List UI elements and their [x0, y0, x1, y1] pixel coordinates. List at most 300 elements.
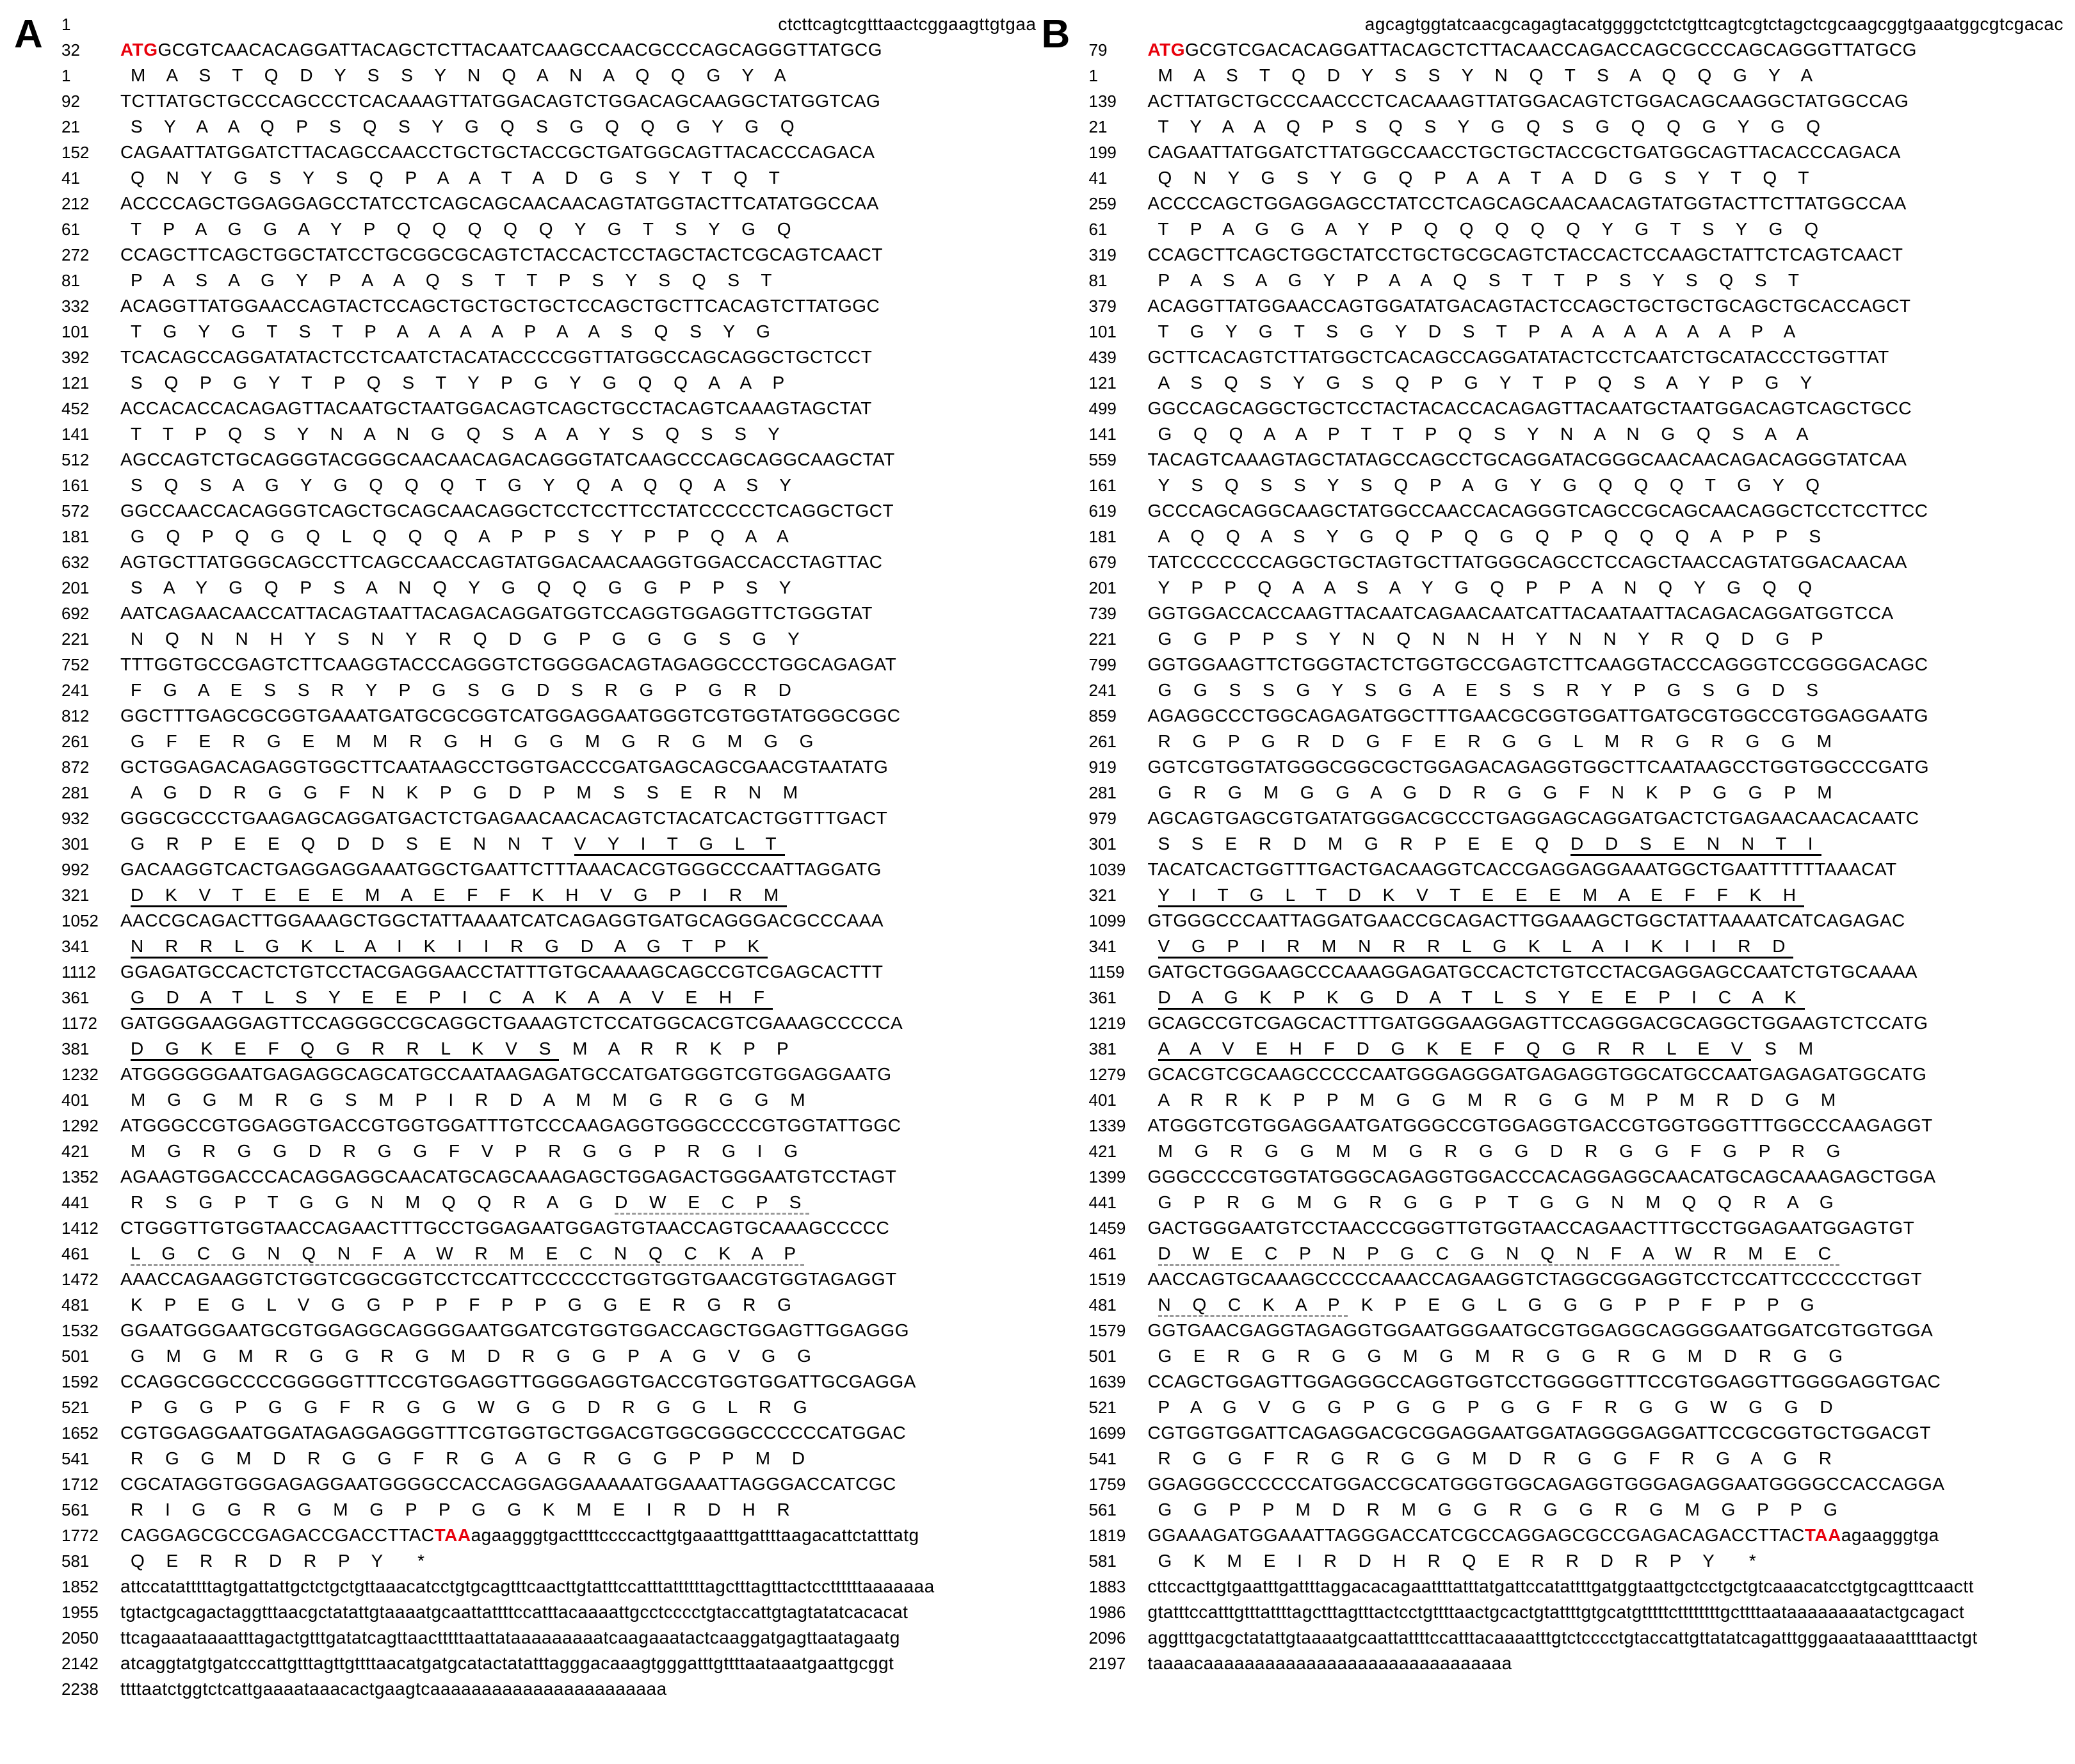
- peptide-sequence: G R P E E Q D D S E N N T: [131, 834, 574, 854]
- sequence-block: [1148, 1625, 2064, 1651]
- amino-acid-line: [1148, 1548, 2064, 1574]
- sequence-block: [120, 447, 1037, 498]
- nucleotide-position: 259: [1088, 194, 1117, 213]
- position-numbers: [61, 1625, 120, 1651]
- position-numbers: [61, 652, 120, 703]
- nucleotide-position: 1052: [61, 911, 99, 930]
- sequence-row: [61, 652, 1037, 703]
- sequence-block: [1148, 88, 2064, 140]
- nucleotide-position: 1459: [1088, 1218, 1126, 1238]
- amino-acid-line: [1148, 216, 2064, 242]
- position-numbers: [61, 703, 120, 754]
- amino-acid-line: [120, 63, 1037, 88]
- nucleotide-position: 1712: [61, 1475, 99, 1494]
- sequence-row: [61, 498, 1037, 549]
- amino-acid-position: 1: [61, 66, 71, 85]
- amino-acid-position: 141: [61, 425, 90, 444]
- sequence-row: [61, 1266, 1037, 1318]
- sequence-block: [120, 396, 1037, 447]
- position-numbers: [1089, 1420, 1148, 1471]
- nucleotide-line: [120, 805, 1037, 831]
- nucleotide-position: 1399: [1088, 1167, 1126, 1186]
- peptide-sequence: T P A G G A Y P Q Q Q Q Q Y G T S Y G Q: [131, 219, 800, 239]
- sequence-block: [1148, 703, 2064, 754]
- untranslated-sequence: agaagggtgacttttccccacttgtgaaatttgattttaagacattctatttatg: [471, 1525, 919, 1545]
- untranslated-sequence: ttcagaaataaaatttagactgtttgatatcagttaactttttaattataaaaaaaaatcaagaaatactcaaggatgagttaatagaatg: [120, 1628, 900, 1647]
- sequence-row: [61, 396, 1037, 447]
- position-numbers: [61, 857, 120, 908]
- amino-acid-position: 81: [1088, 271, 1108, 290]
- coding-sequence: GGAGGGCCCCCCATGGACCGCATGGGTGGCAGAGGTGGGAGAGGAATGGGGCCACCAGGA: [1147, 1474, 1945, 1494]
- nucleotide-line: [1148, 1062, 2064, 1087]
- sequence-row: [61, 1523, 1037, 1574]
- position-numbers: [61, 1523, 120, 1574]
- nucleotide-line: [120, 1318, 1037, 1343]
- position-numbers: [1089, 1215, 1148, 1266]
- sequence-row: [1089, 1420, 2064, 1471]
- coding-sequence: GGCCAACCACAGGGTCAGCTGCAGCAACAGGCTCCTCCTTCCTATCCCCCTCAGGCTGCT: [120, 501, 894, 521]
- sequence-block: [120, 242, 1037, 293]
- coding-sequence: GGCTTTGAGCGCGGTGAAATGATGCGCGGTCATGGAGGAATGGGTCGTGGTATGGGCGGC: [120, 706, 901, 725]
- sequence-block: [1148, 293, 2064, 344]
- sequence-row: [61, 1215, 1037, 1266]
- amino-acid-line: [1148, 1087, 2064, 1113]
- nucleotide-line: [120, 498, 1037, 524]
- sequence-row: [1089, 754, 2064, 805]
- sequence-block: [1148, 1062, 2064, 1113]
- nucleotide-line: [1148, 1471, 2064, 1497]
- coding-sequence: TACAGTCAAAGTAGCTATAGCCAGCCTGCAGGATACGGGCAACAACAGACAGGGTATCAA: [1147, 449, 1907, 469]
- peptide-sequence: S Q P G Y T P Q S T Y P G Y G Q Q A A P: [131, 373, 793, 392]
- nucleotide-line: [120, 1113, 1037, 1138]
- position-numbers: [61, 1113, 120, 1164]
- nucleotide-position: 739: [1088, 604, 1117, 623]
- position-numbers: [1089, 140, 1148, 191]
- amino-acid-position: 321: [1088, 886, 1117, 905]
- coding-sequence: AGTGCTTATGGGCAGCCTTCAGCCAACCAGTATGGACAACAAGGTGGACCACCTAGTTAC: [120, 552, 883, 572]
- sequence-block: [120, 293, 1037, 344]
- sequence-block: [120, 498, 1037, 549]
- panel-b-label: B: [1041, 12, 1070, 56]
- sequence-row: [1089, 1625, 2064, 1651]
- amino-acid-position: 481: [1088, 1295, 1117, 1315]
- nucleotide-position: 1579: [1088, 1321, 1126, 1340]
- nucleotide-position: 1159: [1088, 962, 1125, 982]
- underlined-peptide: Y I T G L T D K V T E E E M A E F F K H: [1158, 885, 1805, 907]
- amino-acid-position: 21: [61, 117, 80, 136]
- sequence-row: [61, 857, 1037, 908]
- sequence-block: [1148, 857, 2064, 908]
- coding-sequence: AGAAGTGGACCCACAGGAGGCAACATGCAGCAAAGAGCTGGAGACTGGGAATGTCCTAGT: [120, 1167, 897, 1186]
- nucleotide-line: [1148, 857, 2064, 882]
- nucleotide-position: 1532: [61, 1321, 99, 1340]
- sequence-block: [1148, 1215, 2064, 1266]
- position-numbers: [61, 191, 120, 242]
- amino-acid-position: 61: [1088, 220, 1108, 239]
- peptide-sequence: A G D R G G F N K P G D P M S S E R N M: [131, 782, 807, 802]
- amino-acid-line: [120, 114, 1037, 140]
- coding-sequence: GACAAGGTCACTGAGGAGGAAATGGCTGAATTCTTTAAACACGTGGGCCCAATTAGGATG: [120, 859, 882, 879]
- sequence-row: [61, 1574, 1037, 1599]
- position-numbers: [1089, 1651, 1148, 1676]
- peptide-sequence: G K M E I R D H R Q E R R D R P Y *: [1158, 1551, 1764, 1571]
- amino-acid-line: [120, 780, 1037, 805]
- nucleotide-line: [1148, 703, 2064, 729]
- untranslated-sequence: gtatttccatttgtttattttagctttagtttactcctgttttaactgcactgtattttgtgcatgtttttcttttttttgcttttaataaaaaaaatactgcagact: [1147, 1602, 1965, 1622]
- amino-acid-position: 241: [1088, 681, 1117, 700]
- coding-sequence: GACTGGGAATGTCCTAACCCGGGTTGTGGTAACCAGAACTTTGCCTGGAGAATGGAGTGT: [1147, 1218, 1915, 1238]
- sequence-row: [61, 1113, 1037, 1164]
- amino-acid-line: [1148, 1292, 2064, 1318]
- nucleotide-position: 2197: [1088, 1654, 1126, 1673]
- nucleotide-position: 212: [61, 194, 90, 213]
- nucleotide-position: 1279: [1088, 1065, 1126, 1084]
- sequence-row: [61, 703, 1037, 754]
- nucleotide-line: [1148, 1574, 2064, 1599]
- untranslated-sequence: ctcttcagtcgtttaactcggaagttgtgaa: [778, 14, 1037, 34]
- position-numbers: [1089, 12, 1148, 37]
- sequence-block: [1148, 37, 2064, 88]
- position-numbers: [1089, 1574, 1148, 1599]
- amino-acid-position: 541: [1088, 1449, 1117, 1468]
- peptide-sequence: T Y A A Q P S Q S Y G Q S G Q Q G Y G Q: [1158, 117, 1829, 136]
- sequence-block: [1148, 652, 2064, 703]
- amino-acid-position: 441: [1088, 1193, 1117, 1212]
- position-numbers: [61, 498, 120, 549]
- nucleotide-line: [120, 140, 1037, 165]
- coding-sequence: GTGGGCCCAATTAGGATGAACCGCAGACTTGGAAAGCTGGCTATTAAAATCATCAGAGAC: [1147, 910, 1905, 930]
- nucleotide-line: [1148, 601, 2064, 626]
- sequence-block: [1148, 1523, 2064, 1574]
- sequence-row: [61, 447, 1037, 498]
- nucleotide-line: [120, 1676, 1037, 1702]
- stop-codon: TAA: [1804, 1525, 1841, 1545]
- sequence-row: [1089, 805, 2064, 857]
- amino-acid-position: 301: [1088, 834, 1117, 854]
- amino-acid-position: 521: [61, 1398, 90, 1417]
- coding-sequence: AACCAGTGCAAAGCCCCCAAACCAGAAGGTCTAGGCGGAGGTCCTCCATTCCCCCCTGGT: [1147, 1269, 1923, 1289]
- position-numbers: [61, 549, 120, 601]
- sequence-block: [1148, 447, 2064, 498]
- sequence-block: [120, 37, 1037, 88]
- nucleotide-line: [1148, 1215, 2064, 1241]
- coding-sequence: CCAGCTGGAGTTGGAGGGCCAGGTGGTCCTGGGGGTTTCCGTGGAGGTTGGGGAGGTGAC: [1147, 1372, 1941, 1391]
- amino-acid-position: 561: [61, 1500, 90, 1519]
- sequence-row: [61, 908, 1037, 959]
- nucleotide-position: 799: [1088, 655, 1117, 674]
- sequence-block: [1148, 805, 2064, 857]
- peptide-sequence: M G G M R G S M P I R D A M M G R G G M: [131, 1090, 814, 1110]
- position-numbers: [61, 88, 120, 140]
- peptide-sequence: F G A E S S R Y P G S G D S R G P G R D: [131, 680, 800, 700]
- position-numbers: [1089, 1164, 1148, 1215]
- nucleotide-position: 1519: [1088, 1270, 1126, 1289]
- amino-acid-line: [1148, 63, 2064, 88]
- nucleotide-position: 1699: [1088, 1423, 1126, 1443]
- nucleotide-line: [120, 1266, 1037, 1292]
- nucleotide-line: [1148, 12, 2064, 37]
- peptide-sequence: R G G F R G R G G M D R G G F R G A G R: [1158, 1448, 1840, 1468]
- amino-acid-position: 21: [1088, 117, 1108, 136]
- sequence-row: [61, 1625, 1037, 1651]
- peptide-sequence: T G Y G T S G Y D S T P A A A A A A P A: [1158, 321, 1804, 341]
- nucleotide-line: [1148, 242, 2064, 268]
- nucleotide-position: 79: [1088, 40, 1108, 60]
- amino-acid-line: [1148, 882, 2064, 908]
- sequence-row: [61, 37, 1037, 88]
- nucleotide-line: [120, 652, 1037, 677]
- nucleotide-position: 1883: [1088, 1577, 1126, 1596]
- sequence-block: [1148, 601, 2064, 652]
- untranslated-sequence: tgtactgcagactaggtttaacgctatattgtaaaatgcaattattttccatttacaaaattgcctcccctgtaccattgtagtatatcacacat: [120, 1602, 908, 1622]
- peptide-sequence: M A S T Q D Y S S Y N Q T S A Q Q G Y A: [1158, 65, 1821, 85]
- nucleotide-position: 379: [1088, 296, 1117, 316]
- nucleotide-line: [120, 1010, 1037, 1036]
- amino-acid-position: 161: [61, 476, 90, 495]
- nucleotide-position: 332: [61, 296, 90, 316]
- coding-sequence: GGTGGAAGTTCTGGGTACTCTGGTGCCGAGTCTTCAAGGTACCCAGGGTCCGGGGACAGC: [1147, 654, 1928, 674]
- amino-acid-position: 141: [1088, 425, 1117, 444]
- amino-acid-line: [1148, 319, 2064, 344]
- peptide-sequence: M G R G G D R G G F V P R G G P R G I G: [131, 1141, 807, 1161]
- nucleotide-line: [120, 549, 1037, 575]
- sequence-block: [1148, 754, 2064, 805]
- coding-sequence: GGGCGCCCTGAAGAGCAGGATGACTCTGAGAACAACACAGTCTACATCACTGGTTTGACT: [120, 808, 888, 828]
- coding-sequence: GGAGATGCCACTCTGTCCTACGAGGAACCTATTTGTGCAAAAGCAGCCGTCGAGCACTTT: [120, 962, 884, 982]
- amino-acid-line: [120, 1548, 1037, 1574]
- untranslated-sequence: atcaggtatgtgatcccattgtttagttgttttaacatgatgcatactatatttagggacaaagtgggatttgttttaataaatgaattgcggt: [120, 1653, 894, 1673]
- nucleotide-position: 992: [61, 860, 90, 879]
- position-numbers: [1089, 1625, 1148, 1651]
- nucleotide-line: [1148, 1369, 2064, 1395]
- sequence-row: [1089, 1113, 2064, 1164]
- nucleotide-line: [1148, 1164, 2064, 1190]
- position-numbers: [61, 1266, 120, 1318]
- sequence-block: [1148, 191, 2064, 242]
- sequence-block: [120, 1625, 1037, 1651]
- position-numbers: [1089, 37, 1148, 88]
- nucleotide-line: [1148, 549, 2064, 575]
- nucleotide-line: [120, 88, 1037, 114]
- nucleotide-line: [1148, 447, 2064, 473]
- peptide-sequence: G M G M R G G R G M D R G G P A G V G G: [131, 1346, 820, 1366]
- amino-acid-position: 121: [61, 373, 90, 392]
- position-numbers: [61, 1471, 120, 1523]
- nucleotide-line: [1148, 1625, 2064, 1651]
- peptide-sequence: S Q S A G Y G Q Q Q T G Y Q A Q Q A S Y: [131, 475, 800, 495]
- amino-acid-line: [1148, 1241, 2064, 1266]
- amino-acid-line: [1148, 780, 2064, 805]
- sequence-row: [61, 242, 1037, 293]
- sequence-block: [120, 601, 1037, 652]
- amino-acid-line: [120, 1446, 1037, 1471]
- position-numbers: [1089, 447, 1148, 498]
- coding-sequence: GGGCCCCGTGGTATGGGCAGAGGTGGACCCACAGGAGGCAACATGCAGCAAAGAGCTGGA: [1147, 1167, 1936, 1186]
- nucleotide-position: 572: [61, 501, 90, 521]
- amino-acid-line: [1148, 1138, 2064, 1164]
- sequence-row: [61, 959, 1037, 1010]
- sequence-block: [120, 1523, 1037, 1574]
- position-numbers: [61, 1420, 120, 1471]
- amino-acid-position: 381: [1088, 1039, 1117, 1058]
- untranslated-sequence: attccatatttttagtgattattgctctgctgttaaacatcctgtgcagtttcaacttgtatttccatttattttttagctttagtttactccttttttaaaaaaa: [120, 1576, 935, 1596]
- sequence-block: [1148, 1420, 2064, 1471]
- coding-sequence: GGAAAGATGGAAATTAGGGACCATCGCCAGGAGCGCCGAGACAGACCTTAC: [1147, 1525, 1805, 1545]
- sequence-block: [120, 12, 1037, 37]
- amino-acid-line: [120, 370, 1037, 396]
- amino-acid-position: 281: [1088, 783, 1117, 802]
- amino-acid-position: 201: [1088, 578, 1117, 597]
- peptide-sequence: M A R R K P P: [559, 1039, 797, 1058]
- peptide-sequence: S S E R D M G R P E E Q: [1158, 834, 1570, 854]
- sequence-row: [61, 191, 1037, 242]
- coding-sequence: CCAGCTTCAGCTGGCTATCCTGCTGCGCAGTCTACCACTCCAAGCTATTCTCAGTCAACT: [1147, 245, 1903, 264]
- amino-acid-line: [120, 831, 1037, 857]
- position-numbers: [1089, 703, 1148, 754]
- coding-sequence: CTGGGTTGTGGTAACCAGAACTTTGCCTGGAGAATGGAGTGTAACCAGTGCAAAGCCCCC: [120, 1218, 890, 1238]
- nucleotide-position: 559: [1088, 450, 1117, 469]
- nucleotide-line: [120, 1420, 1037, 1446]
- amino-acid-position: 181: [1088, 527, 1117, 546]
- sequence-row: [1089, 447, 2064, 498]
- coding-sequence: TATCCCCCCCAGGCTGCTAGTGCTTATGGGCAGCCTCCAGCTAACCAGTATGGACAACAA: [1147, 552, 1907, 572]
- sequence-block: [1148, 1318, 2064, 1369]
- coding-sequence: TCTTATGCTGCCCAGCCCTCACAAAGTTATGGACAGTCTGGACAGCAAGGCTATGGTCAG: [120, 91, 881, 111]
- underlined-peptide: G D A T L S Y E E P I C A K A A V E H F: [131, 987, 773, 1010]
- sequence-row: [61, 1062, 1037, 1113]
- position-numbers: [1089, 857, 1148, 908]
- sequence-row: [1089, 12, 2064, 37]
- sequence-block: [1148, 1010, 2064, 1062]
- position-numbers: [61, 37, 120, 88]
- amino-acid-position: 301: [61, 834, 90, 854]
- sequence-row: [61, 1599, 1037, 1625]
- peptide-sequence: G Q P Q G Q L Q Q Q A P P S Y P P Q A A: [131, 526, 797, 546]
- nucleotide-position: 1099: [1088, 911, 1126, 930]
- nucleotide-position: 392: [61, 348, 90, 367]
- peptide-sequence: T T P Q S Y N A N G Q S A A Y S Q S S Y: [131, 424, 788, 444]
- sequence-block: [1148, 1599, 2064, 1625]
- amino-acid-line: [1148, 114, 2064, 140]
- nucleotide-line: [1148, 140, 2064, 165]
- peptide-sequence: Y S Q S S Y S Q P A G Y G Q Q Q T G Y Q: [1158, 475, 1829, 495]
- sequence-block: [120, 1651, 1037, 1676]
- nucleotide-line: [1148, 37, 2064, 63]
- nucleotide-line: [120, 447, 1037, 473]
- nucleotide-position: 1: [61, 15, 71, 34]
- sequence-block: [120, 959, 1037, 1010]
- nucleotide-position: 152: [61, 143, 90, 162]
- sequence-row: [1089, 601, 2064, 652]
- amino-acid-position: 101: [1088, 322, 1117, 341]
- amino-acid-position: 181: [61, 527, 90, 546]
- amino-acid-line: [120, 216, 1037, 242]
- position-numbers: [1089, 191, 1148, 242]
- peptide-sequence: A S Q S Y G S Q P G Y T P Q S A Y P G Y: [1158, 373, 1821, 392]
- coding-sequence: GCCCAGCAGGCAAGCTATGGCCAACCACAGGGTCAGCCGCAGCAACAGGCTCCTCCTTCC: [1147, 501, 1928, 521]
- amino-acid-line: [120, 421, 1037, 447]
- coding-sequence: ATGGGCCGTGGAGGTGACCGTGGTGGATTTGTCCCAAGAGGTGGGCCCCGTGGTATTGGC: [120, 1115, 901, 1135]
- position-numbers: [61, 1062, 120, 1113]
- sequence-block: [1148, 908, 2064, 959]
- coding-sequence: TCACAGCCAGGATATACTCCTCAATCTACATACCCCGGTTATGGCCAGCAGGCTGCTCCT: [120, 347, 873, 367]
- sequence-block: [120, 1010, 1037, 1062]
- amino-acid-position: 101: [61, 322, 90, 341]
- sequence-row: [61, 1318, 1037, 1369]
- nucleotide-position: 1339: [1088, 1116, 1126, 1135]
- sequence-block: [1148, 396, 2064, 447]
- nucleotide-position: 1472: [61, 1270, 99, 1289]
- amino-acid-position: 401: [61, 1090, 90, 1110]
- nucleotide-line: [120, 703, 1037, 729]
- sequence-block: [120, 1574, 1037, 1599]
- sequence-block: [1148, 1574, 2064, 1599]
- sequence-row: [61, 344, 1037, 396]
- coding-sequence: AGCAGTGAGCGTGATATGGGACGCCCTGAGGAGCAGGATGACTCTGAGAACAACACAATC: [1147, 808, 1919, 828]
- position-numbers: [1089, 652, 1148, 703]
- nucleotide-line: [120, 1574, 1037, 1599]
- sequence-row: [61, 1471, 1037, 1523]
- sequence-row: [61, 1651, 1037, 1676]
- amino-acid-position: 41: [61, 168, 80, 188]
- peptide-sequence: A R R K P P M G G M R G G M P M R D G M: [1158, 1090, 1845, 1110]
- position-numbers: [1089, 344, 1148, 396]
- nucleotide-line: [1148, 1523, 2064, 1548]
- position-numbers: [61, 293, 120, 344]
- amino-acid-position: 361: [61, 988, 90, 1007]
- amino-acid-position: 501: [61, 1347, 90, 1366]
- position-numbers: [1089, 1471, 1148, 1523]
- sequence-row: [1089, 549, 2064, 601]
- position-numbers: [1089, 1062, 1148, 1113]
- nucleotide-position: 1955: [61, 1603, 99, 1622]
- peptide-sequence: R G P G R D G F E R G G L M R G R G G M: [1158, 731, 1840, 751]
- amino-acid-line: [120, 934, 1037, 959]
- sequence-block: [120, 88, 1037, 140]
- sequence-block: [1148, 1369, 2064, 1420]
- position-numbers: [61, 242, 120, 293]
- amino-acid-line: [1148, 165, 2064, 191]
- position-numbers: [61, 1164, 120, 1215]
- sequence-row: [1089, 857, 2064, 908]
- position-numbers: [1089, 601, 1148, 652]
- amino-acid-line: [120, 729, 1037, 754]
- sequence-block: [1148, 498, 2064, 549]
- amino-acid-position: 121: [1088, 373, 1117, 392]
- position-numbers: [61, 1215, 120, 1266]
- peptide-sequence: R S G P T G G N M Q Q R A G: [131, 1192, 615, 1212]
- amino-acid-position: 201: [61, 578, 90, 597]
- amino-acid-line: [120, 1036, 1037, 1062]
- sequence-row: [61, 1010, 1037, 1062]
- amino-acid-position: 41: [1088, 168, 1108, 188]
- position-numbers: [61, 754, 120, 805]
- peptide-sequence: G Q Q A A P T T P Q S Y N A N G Q S A A: [1158, 424, 1817, 444]
- amino-acid-line: [120, 1138, 1037, 1164]
- nucleotide-position: 2050: [61, 1628, 99, 1647]
- sequence-row: [1089, 652, 2064, 703]
- position-numbers: [61, 1676, 120, 1702]
- peptide-sequence: G G P P S Y N Q N N H Y N N Y R Q D G P: [1158, 629, 1832, 649]
- amino-acid-line: [1148, 524, 2064, 549]
- peptide-sequence: P G G P G G F R G G W G G D R G G L R G: [131, 1397, 816, 1417]
- position-numbers: [61, 1651, 120, 1676]
- nucleotide-position: 692: [61, 604, 90, 623]
- sequence-row: [1089, 1574, 2064, 1599]
- nucleotide-line: [120, 1651, 1037, 1676]
- peptide-sequence: K P E G L G G G P P F P P G: [1348, 1295, 1823, 1315]
- peptide-sequence: R G G M D R G G F R G A G R G G P P M D: [131, 1448, 814, 1468]
